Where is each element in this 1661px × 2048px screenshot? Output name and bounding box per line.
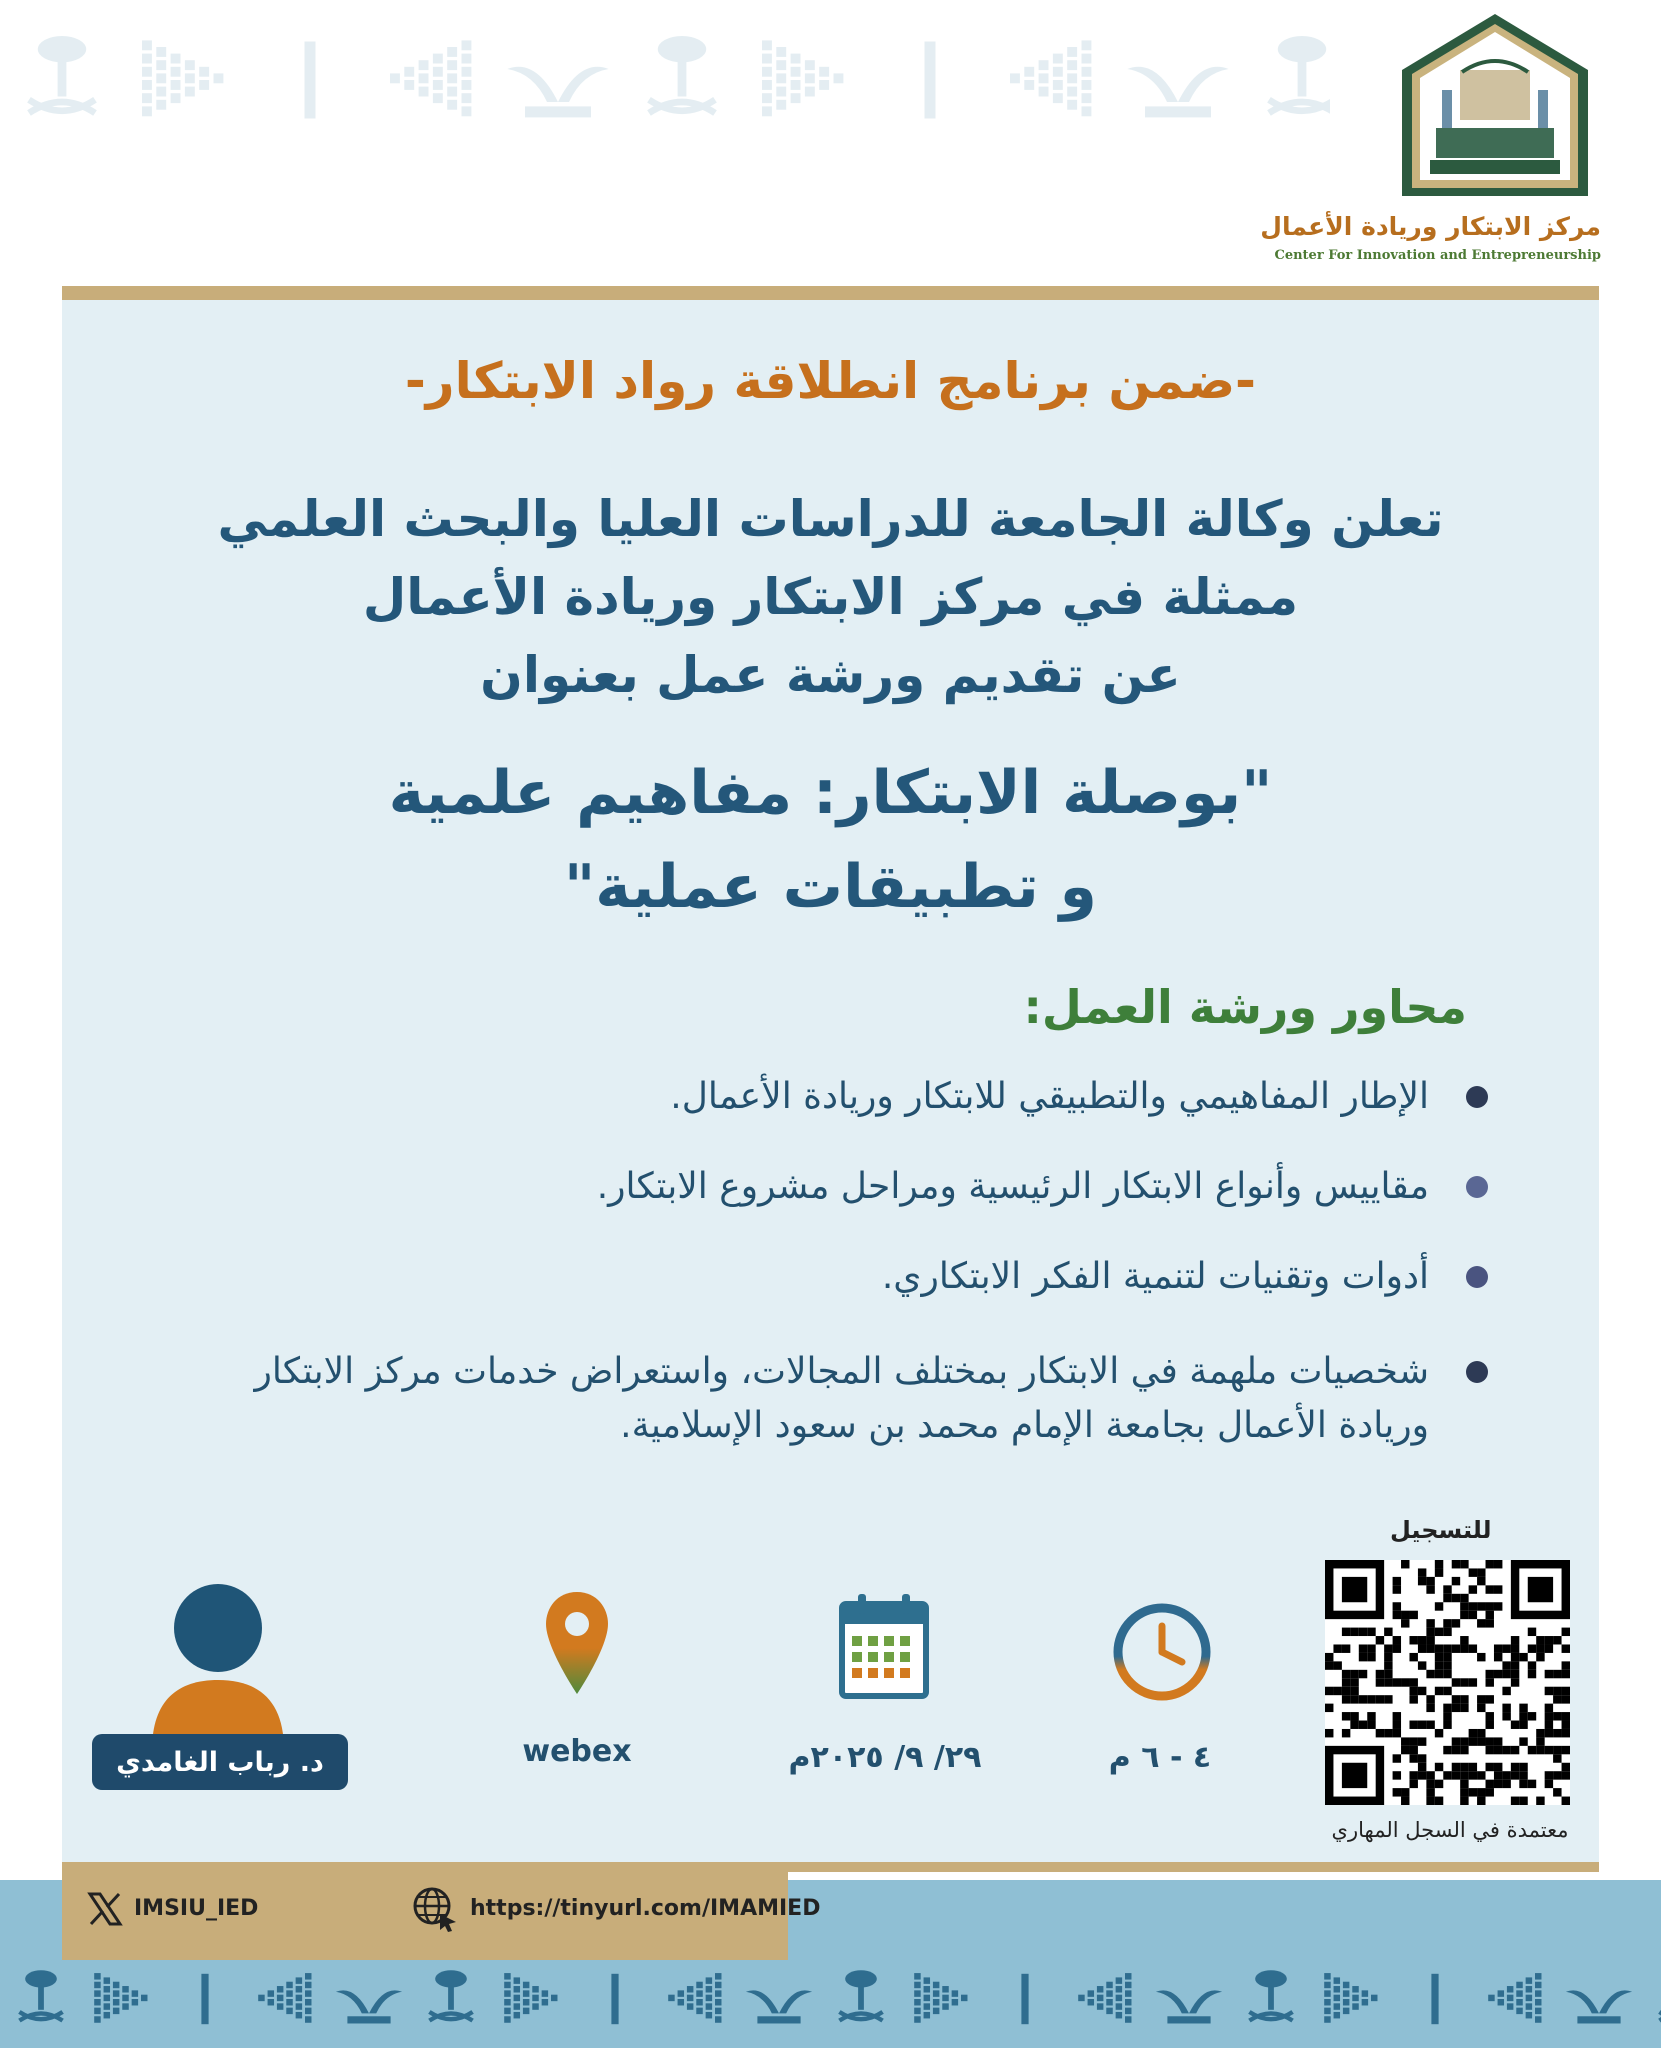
decorative-motif: [1240, 25, 1330, 135]
logo-org-name-english: Center For Innovation and Entrepreneurship: [1274, 248, 1601, 263]
bullet-dot: [1466, 1266, 1488, 1288]
card-bottom-border: [62, 1862, 1599, 1872]
decorative-motif: [410, 1963, 492, 2035]
workshop-title-line-1: "بوصلة الابتكار: مفاهيم علمية: [388, 758, 1273, 828]
axis-item: شخصيات ملهمة في الابتكار بمختلف المجالات، واستعراض خدمات مركز الابتكار وريادة الأعمال بجامعة الإمام محمد بن سعود الإسلامية.: [254, 1351, 1429, 1446]
program-line: -ضمن برنامج انطلاقة رواد الابتكار-: [405, 352, 1256, 410]
bullet-dot: [1466, 1361, 1488, 1383]
top-decorative-pattern: [0, 0, 1330, 160]
decorative-motif: [246, 1963, 328, 2035]
x-logo-icon[interactable]: [86, 1890, 124, 1928]
university-logo: [1390, 10, 1600, 200]
decorative-motif: [82, 1963, 164, 2035]
axis-item: الإطار المفاهيمي والتطبيقي للابتكار وريادة الأعمال.: [670, 1076, 1429, 1117]
decorative-motif: [1148, 1963, 1230, 2035]
decorative-motif: [656, 1963, 738, 2035]
decorative-motif: [492, 1963, 574, 2035]
decorative-motif: [992, 25, 1116, 135]
register-label: للتسجيل: [1390, 1516, 1492, 1544]
logo-org-name-arabic: مركز الابتكار وريادة الأعمال: [1260, 212, 1601, 241]
decorative-motif: [0, 25, 124, 135]
accredited-label: معتمدة في السجل المهاري: [1331, 1818, 1569, 1842]
decorative-motif: [1116, 25, 1240, 135]
time-text: ٤ - ٦ م: [1108, 1740, 1212, 1775]
x-handle-link[interactable]: IMSIU_IED: [134, 1896, 259, 1921]
decorative-motif: [0, 1963, 82, 2035]
decorative-motif: [164, 1963, 246, 2035]
decorative-motif: [868, 25, 992, 135]
bottom-decorative-pattern: [0, 1950, 1661, 2048]
person-icon: [148, 1580, 288, 1750]
axis-item: مقاييس وأنواع الابتكار الرئيسية ومراحل مشروع الابتكار.: [596, 1166, 1429, 1207]
decorative-motif: [820, 1963, 902, 2035]
decorative-motif: [1558, 1963, 1640, 2035]
bullet-dot: [1466, 1086, 1488, 1108]
decorative-motif: [124, 25, 248, 135]
card-top-border: [62, 286, 1599, 300]
calendar-icon: [838, 1590, 930, 1700]
decorative-motif: [1476, 1963, 1558, 2035]
decorative-motif: [738, 1963, 820, 2035]
axis-item: أدوات وتقنيات لتنمية الفكر الابتكاري.: [881, 1256, 1429, 1297]
decorative-motif: [1066, 1963, 1148, 2035]
announcement-line-1: تعلن وكالة الجامعة للدراسات العليا والبحث العلمي: [217, 490, 1444, 548]
decorative-motif: [620, 25, 744, 135]
decorative-motif: [984, 1963, 1066, 2035]
decorative-motif: [744, 25, 868, 135]
decorative-motif: [574, 1963, 656, 2035]
registration-qr-code[interactable]: [1325, 1560, 1570, 1805]
decorative-motif: [372, 25, 496, 135]
decorative-motif: [1640, 1963, 1661, 2035]
decorative-motif: [1394, 1963, 1476, 2035]
decorative-motif: [248, 25, 372, 135]
decorative-motif: [902, 1963, 984, 2035]
date-text: ٢٩/ ٩/ ٢٠٢٥م: [788, 1740, 982, 1775]
workshop-title-line-2: و تطبيقات عملية": [564, 852, 1097, 922]
decorative-motif: [1230, 1963, 1312, 2035]
workshop-axes-heading: محاور ورشة العمل:: [1023, 980, 1467, 1034]
announcement-line-3: عن تقديم ورشة عمل بعنوان: [480, 646, 1181, 704]
announcement-line-2: ممثلة في مركز الابتكار وريادة الأعمال: [362, 568, 1299, 626]
decorative-motif: [1312, 1963, 1394, 2035]
location-pin-icon: [542, 1588, 612, 1698]
location-text: webex: [522, 1734, 632, 1769]
clock-icon: [1112, 1602, 1212, 1702]
website-link[interactable]: https://tinyurl.com/IMAMIED: [470, 1896, 821, 1921]
presenter-name-tag: د. رباب الغامدي: [92, 1734, 348, 1790]
bullet-dot: [1466, 1176, 1488, 1198]
decorative-motif: [328, 1963, 410, 2035]
globe-cursor-icon[interactable]: [412, 1886, 458, 1932]
decorative-motif: [496, 25, 620, 135]
